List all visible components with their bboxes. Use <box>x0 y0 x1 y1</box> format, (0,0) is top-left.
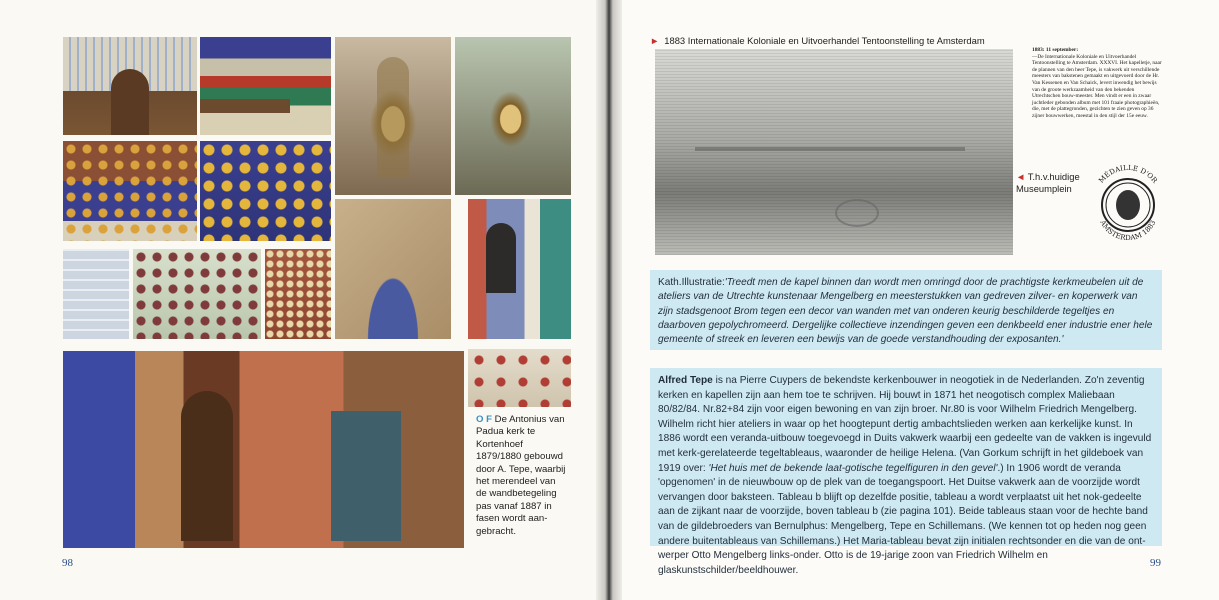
left-arrow-icon: ◄ <box>1016 171 1026 182</box>
photo-wall-detail <box>63 249 129 339</box>
quote-text: 'Treedt men de kapel binnen dan wordt men omringd door de prachtigste kerkmeubelen uit de ateliers van de Utrechte kunstenaar Mengelberg en meesterstukken van gedreven zilver- en koperwerk van zijn stadsgenoot Brom tegen een decor van wanden met van onderen keurig beschilderde tegeltjes en daarboven gepolychromeerd. Dergelijke collectieve inzendingen geven een denkbeeld ener industrie ener hele gemeente of streek en leveren een bewijs van de goede verstandhouding der exposanten.' <box>658 277 1153 346</box>
photo-tile-frieze-1 <box>63 141 197 241</box>
newspaper-clipping <box>1032 47 1162 120</box>
page-number-left: 98 <box>62 557 73 569</box>
main-text-part2: .) In 1906 wordt de veranda 'opgenomen' in de nieuwbouw op de plek van de toegangspoort. Het Duitse vakwerk aan de voorzijde wordt vervangen door baksteen. Tableau b blijft op dezelfde positie, tableau a wordt verplaatst uit het nok-gedeelte aan de zijkant naar de voorzijde, boven tableau b (zie pagina 101). Beide tableaus staan voor de hechte band van de gildebroeders van Bernulphus: Mengelberg, Tepe en Schillemans. (We kennen tot op heden nog geen andere buitentableaus van Schillemans.) Het Maria-tableau bevat zijn initialen rechtsonder en die van de ont-werper Otto Mengelberg links-onder. Otto is de 19-jarige zoon van Friedrich Wilhelm en glaskunstschilder/beeldhouwer. <box>658 462 1148 576</box>
book-gutter <box>596 0 622 600</box>
museum-label-text: T.h.v.huidige Museumplein <box>1016 171 1080 194</box>
photo-window-corner <box>468 199 571 339</box>
quote-box <box>650 270 1162 350</box>
gold-medal <box>1086 158 1170 248</box>
main-text-quote: 'Het huis met de bekende laat-gotische tegelfiguren in den gevel' <box>708 462 998 474</box>
photo-fleur-tiles <box>200 141 331 241</box>
portrait-icon <box>1116 190 1140 220</box>
svg-text:MÉDAILLE D'OR <box>1097 164 1159 185</box>
photo-chapel-interior <box>63 351 464 548</box>
left-page <box>0 0 606 600</box>
photo-tile-detail <box>265 249 331 339</box>
clipping-body: —De Internationale Koloniale en Uitvoerhandel Tentoonstelling te Amsterdam. XXXVI. Het kapelletje, naar de plannen van den heer Tepe, is vakwerk uit verschillende meesters van bakstenen gemaakt en uitgevoerd door de Hr. Van Kessenen en Van Schaick, levert inwendig het bewijs van de groote werkzaamheid van den bekenden Utrechtschen bouw-meester. Men vindt er een in zwaar juchtleder gebonden album met 101 fraaie photographieën, die, met de plattegronden, gezichten te zien geven op 36 zijner bouwwerken, meestal in den stijl der 15e eeuw. <box>1032 53 1162 119</box>
museum-label <box>1016 171 1084 195</box>
photo-tile-pattern <box>133 249 261 339</box>
quote-lead: Kath.Illustratie: <box>658 277 725 288</box>
medal-top-text: MÉDAILLE D'OR <box>1097 163 1159 185</box>
photo-tiled-bench <box>200 37 331 135</box>
main-text-part1: is na Pierre Cuypers de bekendste kerkenbouwer in neogotiek in de Nederlanden. Zo'n zeventig kerken en kapellen zijn aan hem toe te schrijven. Hij bouwt in 1871 het neogotisch complex Maliebaan 80/82/84. Nr.82+84 zijn voor eigen bewoning en van zijn broer. Nr.80 is voor Wilhelm Friedrich Mengelberg. Wilhelm richt hier ateliers in waar op het hoogtepunt dertig ambachtslieden werken aan kerkelijke kunst. In 1886 wordt een veranda-uitbouw toegevoegd in Duits vakwerk waarbij een gedeelte van de vakken is ingevuld met kerk-gerelateerde tegeltableaus, waaronder de heilige Helena. (Van Gorkum schrijft in het gildeboek van 1919 over: <box>658 375 1152 474</box>
page-number-right: 99 <box>1150 557 1161 569</box>
exhibition-engraving <box>655 49 1013 255</box>
caption-text: De Antonius van Padua kerk te Kortenhoef 1879/1880 gebouwd door A. Tepe, waarbij het merendeel van de wandbetegeling pas vanaf 1887 in fasen wordt aan-gebracht. <box>476 414 566 537</box>
photo-caption <box>476 414 566 538</box>
subject-name: Alfred Tepe <box>658 375 713 386</box>
photo-vaulted-niche <box>335 199 451 339</box>
caption-mark: O F <box>476 414 492 425</box>
photo-chapel-altar-wall <box>63 37 197 135</box>
exhibition-heading <box>650 35 985 46</box>
triangle-marker-icon: ► <box>650 35 660 46</box>
photo-saint-niche-2 <box>455 37 571 195</box>
photo-saint-niche-1 <box>335 37 451 195</box>
clipping-heading: 1883: 11 september: <box>1032 47 1079 53</box>
medal-bottom-text: AMSTERDAM 1883 <box>1098 218 1158 243</box>
exhibition-title: 1883 Internationale Koloniale en Uitvoerhandel Tentoonstelling te Amsterdam <box>664 35 985 46</box>
photo-tile-strip <box>468 349 571 407</box>
